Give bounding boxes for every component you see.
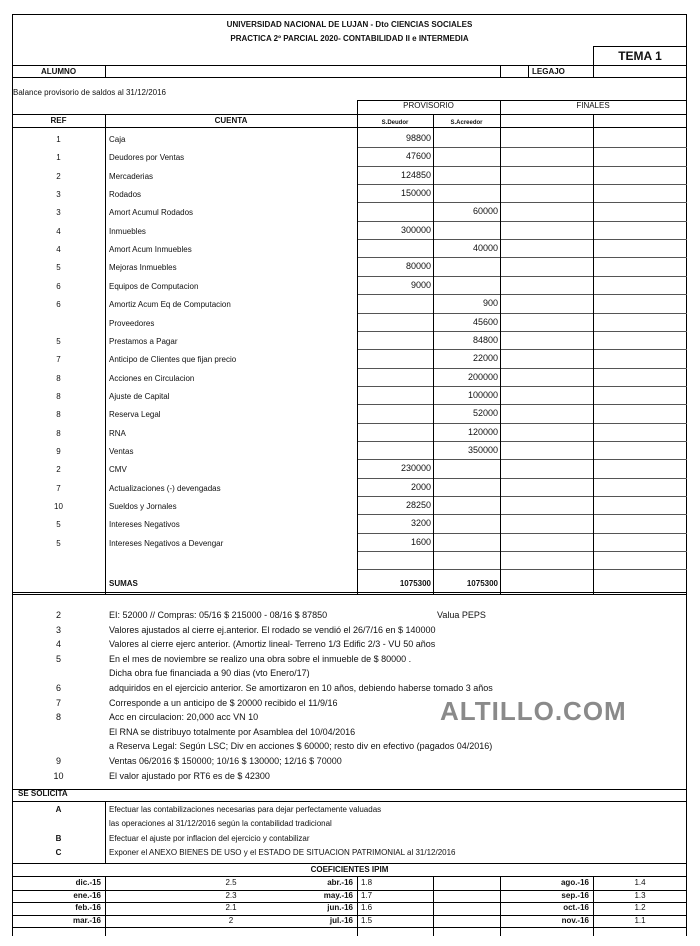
row-acreedor: 40000 [472,243,498,254]
row-ref: 6 [56,300,61,310]
col-deudor: S.Deudor [381,120,409,126]
note-text: El RNA se distribuyo totalmente por Asamblea del 10/04/2016 [109,726,356,737]
ipim-title-bottom [12,876,687,877]
note-ref: 8 [55,712,61,723]
note-text: Dicha obra fue financiada a 90 dias (vto Enero/17) [109,668,310,679]
row-divider [357,423,687,424]
row-deudor: 80000 [405,261,431,272]
row-divider [357,239,687,240]
row-acreedor: 52000 [472,408,498,419]
row-acreedor: 350000 [467,444,498,455]
ipim-cell: 1.1 [634,915,646,925]
table-col-line [593,114,594,594]
border-left [12,14,13,936]
ipim-cell: 1.6 [361,903,373,912]
solicita-ref: A [55,805,62,814]
ipim-cell: sep.-16 [561,890,589,900]
note-ref: 3 [55,624,61,635]
row-ref: 3 [56,190,61,200]
watermark: ALTILLO.COM [440,696,627,726]
table-col-line [105,114,106,594]
row-cuenta: Anticipo de Clientes que fijan precio [109,355,237,365]
row-ref: 10 [54,502,63,511]
row-divider [357,294,687,295]
ipim-cell: ago.-16 [560,878,589,887]
ipim-col-line [433,876,434,936]
row-acreedor: 22000 [472,353,498,364]
row-cuenta: Equipos de Computacion [109,281,199,291]
ipim-cell: ene.-16 [73,890,101,900]
row-deudor: 150000 [400,188,431,199]
row-divider [357,313,687,314]
ipim-cell: jul.-16 [329,915,353,925]
ipim-cell: feb.-16 [75,903,101,912]
ipim-cell: 1.8 [361,878,373,887]
row-cuenta: Ventas [109,446,134,456]
ipim-cell: 1.2 [634,903,646,912]
row-divider [357,276,687,277]
row-ref: 8 [56,391,61,401]
row-ref: 3 [56,208,61,218]
solicita-text: Efectuar el ajuste por inflacion del ejercicio y contabilizar [109,833,310,843]
row-cuenta: Proveedores [109,318,155,328]
row-deudor: 9000 [410,279,431,290]
row-divider [357,257,687,258]
row-divider [357,404,687,405]
solicita-label: SE SOLICITA [18,789,68,798]
row-cuenta: Deudores por Ventas [109,153,185,163]
row-deudor: 1600 [410,536,431,547]
note-text: adquiridos en el ejercicio anterior. Se amortizaron en 10 años, debiendo haberse tomado 3 años [109,683,493,693]
row-cuenta: Mercaderias [109,171,154,181]
row-ref: 8 [56,428,61,438]
row-acreedor: 200000 [467,371,498,382]
col-acreedor: S.Acreedor [450,120,483,126]
row-divider [357,184,687,185]
row-deudor: 300000 [400,224,431,235]
note-text: El valor ajustado por RT6 es de $ 42300 [109,770,270,781]
row-cuenta: Mejoras Inmuebles [109,263,177,273]
row-cuenta: RNA [109,428,126,438]
row-acreedor: 100000 [467,389,498,400]
row-cuenta: Amort Acum Inmuebles [109,245,192,255]
row-deudor: 3200 [410,518,431,529]
note-ref: 7 [55,697,61,708]
note-text: Valores al cierre ejerc anterior. (Amortiz lineal- Terreno 1/3 Edific 2/3 - VU 50 años [109,639,436,650]
row-ref: 5 [56,538,61,548]
row-acreedor: 900 [482,298,498,309]
ipim-col-line [593,876,594,936]
row-cuenta: Intereses Negativos a Devengar [109,538,224,548]
col-cuenta: CUENTA [214,116,248,125]
ipim-cell: abr.-16 [327,878,353,887]
row-cuenta: Acciones en Circulacion [109,373,195,383]
note-text: EI: 52000 // Compras: 05/16 $ 215000 - 08/16 $ 87850 [109,610,328,620]
sumas-bottom-2 [12,594,687,595]
legajo-field[interactable] [594,66,686,77]
note-ref: 10 [53,770,64,781]
solicita-ref: B [55,833,62,843]
ipim-cell: 1.4 [634,878,646,887]
solicita-col-line [105,801,106,863]
row-ref: 5 [56,263,61,273]
row-divider [357,533,687,534]
row-ref: 1 [56,153,61,163]
row-divider [357,551,687,552]
row-cuenta: Amort Acumul Rodados [109,208,194,218]
row-deudor: 98800 [405,133,431,143]
row-divider [357,331,687,332]
row-acreedor: 84800 [472,334,498,345]
row-ref: 1 [56,135,61,144]
note-text: Ventas 06/2016 $ 150000; 10/16 $ 130000; 12/16 $ 70000 [109,756,342,766]
row-ref: 8 [56,410,61,420]
ipim-col-line [357,876,358,936]
solicita-underline [12,801,687,802]
note-text: En el mes de noviembre se realizo una obra sobre el inmueble de $ 80000 . [109,653,412,664]
ipim-cell: oct.-16 [563,903,589,912]
ipim-cell: jun.-16 [327,903,353,912]
row-divider [357,147,687,148]
row-ref: 5 [56,520,61,530]
table-col-line [433,114,434,594]
row-cuenta: Ajuste de Capital [109,391,170,401]
note-text: Acc en circulacion: 20,000 acc VN 10 [109,712,259,723]
ipim-row-line [12,927,687,928]
row-deudor: 230000 [400,463,431,474]
ipim-cell: 2 [228,915,234,925]
balance-label: Balance provisorio de saldos al 31/12/2016 [13,88,166,97]
ipim-cell: nov.-16 [561,915,589,925]
row-divider [357,349,687,350]
row-deudor: 28250 [405,500,431,510]
sumas-label: SUMAS [109,579,138,588]
doc-title-2: PRACTICA 2º PARCIAL 2020- CONTABILIDAD II e INTERMEDIA [230,34,469,43]
row-divider [357,569,687,570]
row-deudor: 47600 [405,151,431,162]
row-ref: 2 [56,171,61,181]
ipim-cell: 1.3 [634,890,646,900]
solicita-text: Efectuar las contabilizaciones necesarias para dejar perfectamente valuadas [109,805,382,814]
header-bottom [12,127,687,128]
row-divider [357,202,687,203]
row-divider [357,441,687,442]
solicita-ref: C [55,847,62,857]
row-ref: 9 [56,446,61,456]
row-ref: 5 [56,336,61,346]
alumno-label: ALUMNO [40,67,77,76]
row-cuenta: CMV [109,465,127,475]
tema-label: TEMA 1 [618,49,662,63]
row-divider [357,368,687,369]
solicita-text: las operaciones al 31/12/2016 según la contabilidad tradicional [109,819,332,829]
note-ref: 4 [55,639,61,650]
alumno-field[interactable] [106,66,499,77]
row-cuenta: Intereses Negativos [109,520,180,530]
note-text: Valores ajustados al cierre ej.anterior. El rodado se vendió el 26/7/16 en $ 140000 [109,624,436,635]
ipim-top [12,863,687,864]
row-divider [357,496,687,497]
row-divider [357,459,687,460]
row-acreedor: 120000 [467,426,498,437]
row-deudor: 124850 [400,169,431,180]
sumas-bottom [12,592,687,593]
ipim-cell: 2.1 [225,903,237,912]
ipim-cell: dic.-15 [75,878,101,887]
table-col-line [500,100,501,594]
row-ref: 4 [56,245,61,255]
ipim-col-line [105,876,106,936]
sumas-deudor: 1075300 [399,579,431,588]
tema-top [593,46,687,47]
note-ref: 2 [55,610,61,620]
header-top [12,114,687,115]
ipim-cell: 1.5 [361,915,373,925]
note-ref: 6 [55,683,61,693]
row-ref: 7 [56,355,61,365]
row-ref: 6 [56,281,61,291]
table-col-line [357,100,358,594]
doc-title-1: UNIVERSIDAD NACIONAL DE LUJAN - Dto CIENCIAS SOCIALES [226,20,473,29]
row-deudor: 2000 [410,481,431,492]
border-top [12,14,687,15]
row-cuenta: Inmuebles [109,226,146,236]
ipim-cell: mar.-16 [72,915,101,925]
row-divider [357,386,687,387]
row-cuenta: Actualizaciones (-) devengadas [109,483,221,493]
ipim-cell: 1.7 [361,890,373,900]
row-ref: 8 [56,373,61,383]
row-divider [357,478,687,479]
ipim-cell: 2.5 [225,878,237,887]
row-acreedor: 60000 [472,206,498,217]
row-cuenta: Amortiz Acum Eq de Computacion [109,300,231,310]
row-cuenta: Reserva Legal [109,410,161,420]
note-extra: Valua PEPS [437,610,486,620]
note-text: a Reserva Legal: Según LSC; Div en acciones $ 60000; resto div en efectivo (pagados 04/2016) [109,741,493,752]
row-ref: 7 [56,483,61,493]
row-acreedor: 45600 [472,316,498,327]
solicita-top [12,789,687,790]
note-ref: 5 [55,653,61,664]
ipim-col-line [500,876,501,936]
row-cuenta: Sueldos y Jornales [109,502,177,511]
border-right [686,14,687,936]
alumno-div2 [500,65,501,77]
ipim-title: COEFICIENTES IPIM [310,865,389,874]
col-ref: REF [50,116,67,125]
ipim-cell: may.-16 [323,890,353,900]
row-ref: 4 [56,226,61,236]
row-ref: 2 [56,465,61,475]
note-text: Corresponde a un anticipo de $ 20000 recibido el 11/9/16 [109,697,338,708]
note-ref: 9 [55,756,61,766]
ipim-cell: 2.3 [225,890,237,900]
row-cuenta: Rodados [109,190,142,200]
alumno-div3 [528,65,529,77]
group-provisorio: PROVISORIO [403,101,454,110]
alumno-bottom [12,77,687,78]
solicita-text: Exponer el ANEXO BIENES DE USO y el ESTADO DE SITUACION PATRIMONIAL al 31/12/2016 [109,847,456,857]
sumas-acreedor: 1075300 [466,579,498,588]
row-divider [357,166,687,167]
row-divider [357,221,687,222]
row-divider [357,514,687,515]
legajo-label: LEGAJO [532,67,565,76]
row-cuenta: Prestamos a Pagar [109,336,178,346]
row-cuenta: Caja [109,135,126,144]
group-finales: FINALES [576,101,610,110]
